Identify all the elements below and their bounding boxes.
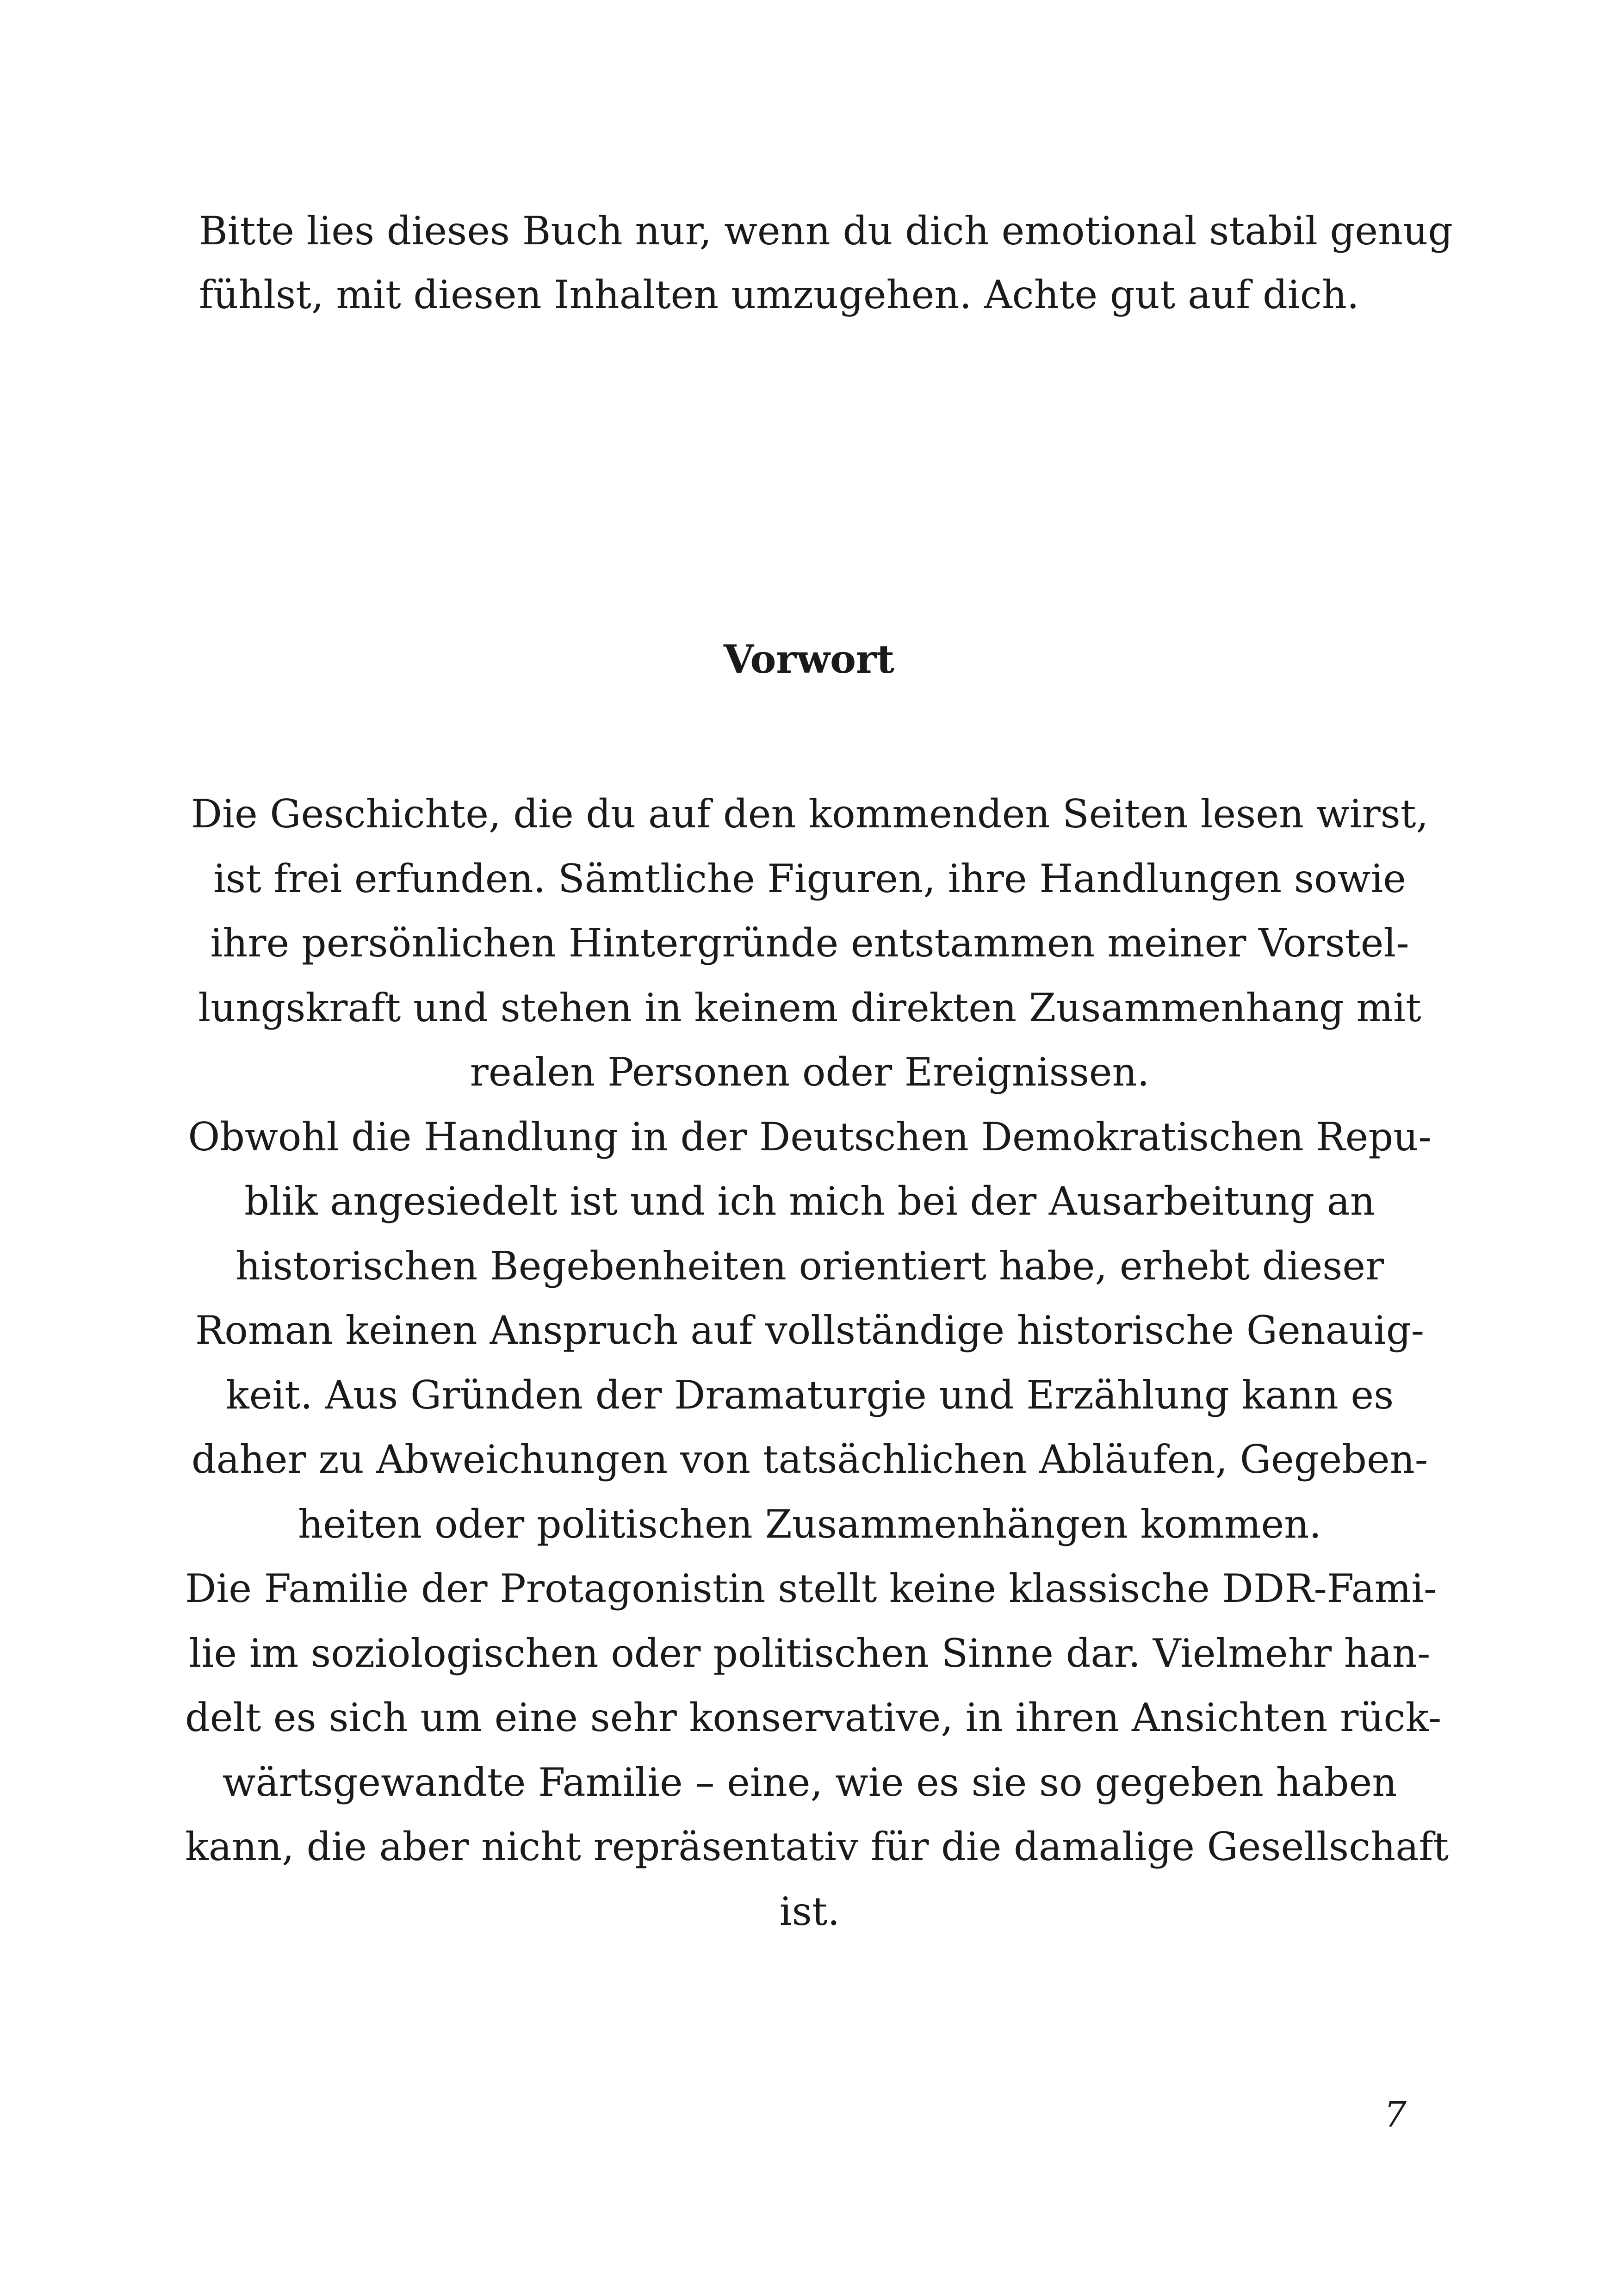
foreword-line: daher zu Abweichungen von tatsächlichen Abläufen, Gegeben- <box>191 1437 1428 1482</box>
foreword-line: lungskraft und stehen in keinem direkten Zusammenhang mit <box>198 985 1421 1030</box>
foreword-line: Obwohl die Handlung in der Deutschen Demokratischen Repu- <box>188 1114 1432 1160</box>
foreword-line: keit. Aus Gründen der Dramaturgie und Erzählung kann es <box>225 1372 1394 1418</box>
foreword-line: Die Geschichte, die du auf den kommenden Seiten lesen wirst, <box>191 791 1429 837</box>
foreword-line: ist frei erfunden. Sämtliche Figuren, ihre Handlungen sowie <box>213 856 1407 901</box>
warning-line: fühlst, mit diesen Inhalten umzugehen. Achte gut auf dich. <box>199 272 1359 317</box>
foreword-line: kann, die aber nicht repräsentativ für die damalige Gesellschaft <box>185 1824 1449 1869</box>
foreword-line: wärtsgewandte Familie – eine, wie es sie so gegeben haben <box>222 1759 1397 1805</box>
content-warning <box>199 199 1453 327</box>
foreword-line: realen Personen oder Ereignissen. <box>470 1049 1150 1095</box>
foreword-line: Die Familie der Protagonistin stellt keine klassische DDR-Fami- <box>185 1566 1437 1611</box>
foreword-line: historischen Begebenheiten orientiert habe, erhebt dieser <box>235 1243 1384 1289</box>
foreword-line: delt es sich um eine sehr konservative, in ihren Ansichten rück- <box>185 1695 1442 1740</box>
foreword-line: heiten oder politischen Zusammenhängen kommen. <box>298 1501 1321 1547</box>
foreword-line: Roman keinen Anspruch auf vollständige historische Genauig- <box>195 1308 1424 1353</box>
foreword-line: ist. <box>779 1888 840 1934</box>
page-number: 7 <box>1384 2094 1407 2135</box>
foreword-line: lie im soziologischen oder politischen Sinne dar. Vielmehr han- <box>189 1630 1431 1676</box>
foreword-line: ihre persönlichen Hintergründe entstammen meiner Vorstel- <box>210 920 1409 966</box>
foreword-text <box>185 782 1449 1944</box>
warning-line: Bitte lies dieses Buch nur, wenn du dich emotional stabil genug <box>199 208 1453 254</box>
section-heading: Vorwort <box>723 636 895 682</box>
foreword-line: blik angesiedelt ist und ich mich bei der Ausarbeitung an <box>244 1179 1375 1224</box>
